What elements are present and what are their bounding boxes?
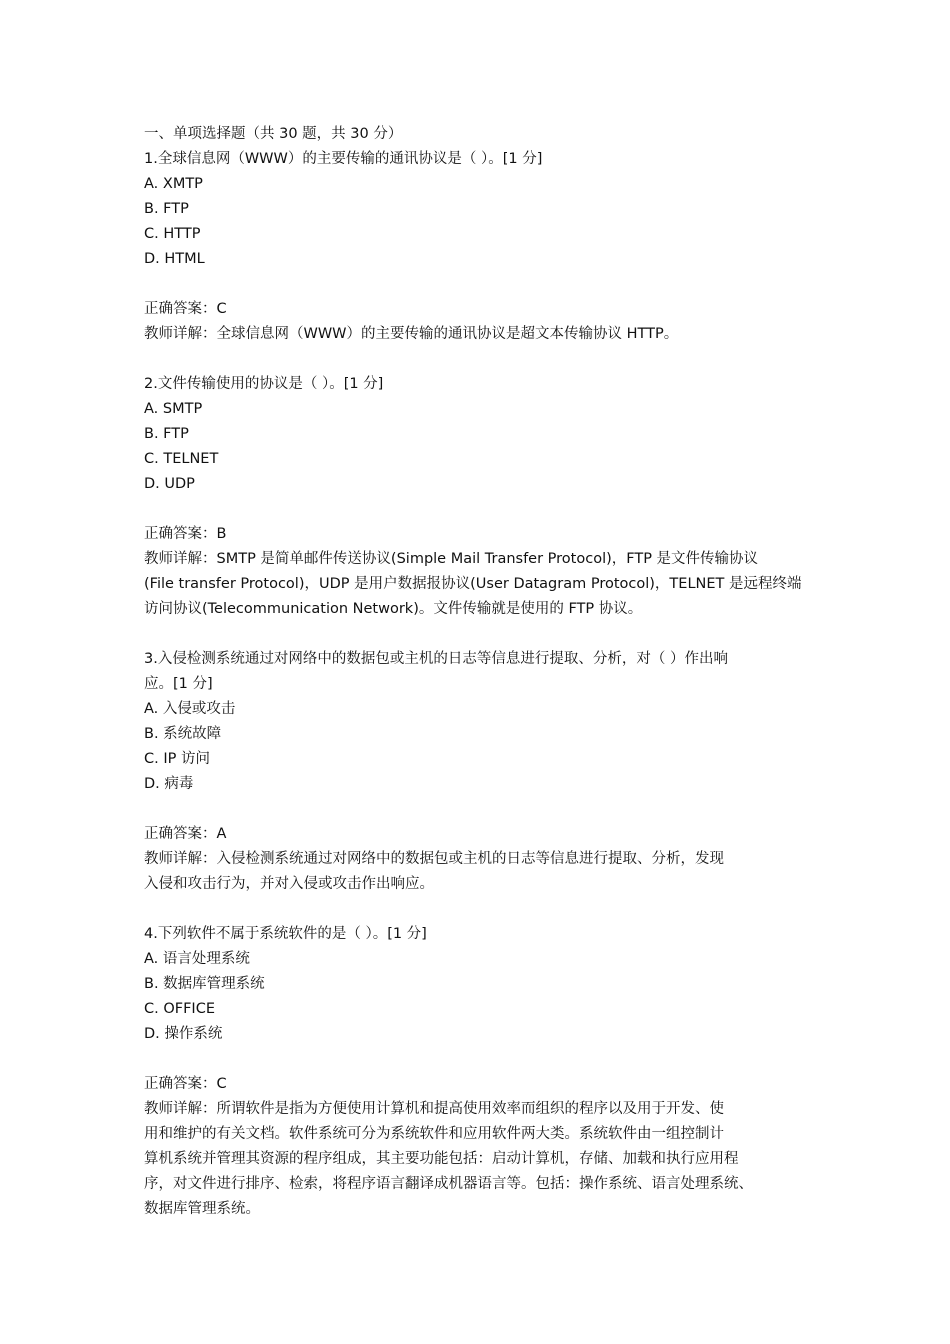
option-d: D. 病毒: [144, 776, 194, 792]
spacer: [144, 622, 812, 647]
question-stem: 应。[1 分]: [144, 676, 213, 692]
correct-answer: 正确答案：B: [144, 526, 227, 542]
document-page: [144, 122, 812, 1222]
section-title: 一、单项选择题（共 30 题，共 30 分）: [144, 126, 403, 142]
option-c: C. IP 访问: [144, 751, 210, 767]
explanation-line: 访问协议(Telecommunication Network)。文件传输就是使用的 FTP 协议。: [144, 601, 643, 617]
option-a: A. SMTP: [144, 401, 203, 417]
spacer: [144, 1047, 812, 1072]
spacer: [144, 497, 812, 522]
option-c: C. HTTP: [144, 226, 201, 242]
explanation-line: 算机系统并管理其资源的程序组成，其主要功能包括：启动计算机，存储、加载和执行应用程: [144, 1151, 739, 1167]
explanation-line: 序，对文件进行排序、检索，将程序语言翻译成机器语言等。包括：操作系统、语言处理系统、: [144, 1176, 753, 1192]
option-d: D. HTML: [144, 251, 205, 267]
explanation-line: (File transfer Protocol)，UDP 是用户数据报协议(User Datagram Protocol)，TELNET 是远程终端: [144, 576, 802, 592]
option-a: A. XMTP: [144, 176, 203, 192]
question-stem: 3.入侵检测系统通过对网络中的数据包或主机的日志等信息进行提取、分析，对（ ）作出响: [144, 651, 728, 667]
question-4: [144, 922, 812, 1222]
correct-answer: 正确答案：C: [144, 1076, 227, 1092]
option-d: D. 操作系统: [144, 1026, 223, 1042]
question-stem: 4.下列软件不属于系统软件的是（ ）。[1 分]: [144, 926, 427, 942]
spacer: [144, 797, 812, 822]
option-c: C. OFFICE: [144, 1001, 215, 1017]
explanation-line: 数据库管理系统。: [144, 1201, 260, 1217]
correct-answer: 正确答案：A: [144, 826, 227, 842]
option-c: C. TELNET: [144, 451, 219, 467]
question-2: [144, 372, 812, 647]
question-1: [144, 147, 812, 372]
spacer: [144, 347, 812, 372]
explanation-line: 教师详解：SMTP 是简单邮件传送协议(Simple Mail Transfer Protocol)，FTP 是文件传输协议: [144, 551, 759, 567]
spacer: [144, 897, 812, 922]
question-stem: 1.全球信息网（WWW）的主要传输的通讯协议是（ ）。[1 分]: [144, 151, 543, 167]
question-stem: 2.文件传输使用的协议是（ ）。[1 分]: [144, 376, 384, 392]
option-a: A. 入侵或攻击: [144, 701, 236, 717]
option-a: A. 语言处理系统: [144, 951, 250, 967]
option-d: D. UDP: [144, 476, 195, 492]
explanation-line: 用和维护的有关文档。软件系统可分为系统软件和应用软件两大类。系统软件由一组控制计: [144, 1126, 724, 1142]
explanation-line: 教师详解：全球信息网（WWW）的主要传输的通讯协议是超文本传输协议 HTTP。: [144, 326, 679, 342]
question-3: [144, 647, 812, 922]
explanation-line: 教师详解：所谓软件是指为方便使用计算机和提高使用效率而组织的程序以及用于开发、使: [144, 1101, 724, 1117]
explanation-line: 入侵和攻击行为，并对入侵或攻击作出响应。: [144, 876, 434, 892]
option-b: B. FTP: [144, 426, 189, 442]
option-b: B. FTP: [144, 201, 189, 217]
option-b: B. 系统故障: [144, 726, 222, 742]
spacer: [144, 272, 812, 297]
correct-answer: 正确答案：C: [144, 301, 227, 317]
explanation-line: 教师详解：入侵检测系统通过对网络中的数据包或主机的日志等信息进行提取、分析，发现: [144, 851, 724, 867]
option-b: B. 数据库管理系统: [144, 976, 265, 992]
